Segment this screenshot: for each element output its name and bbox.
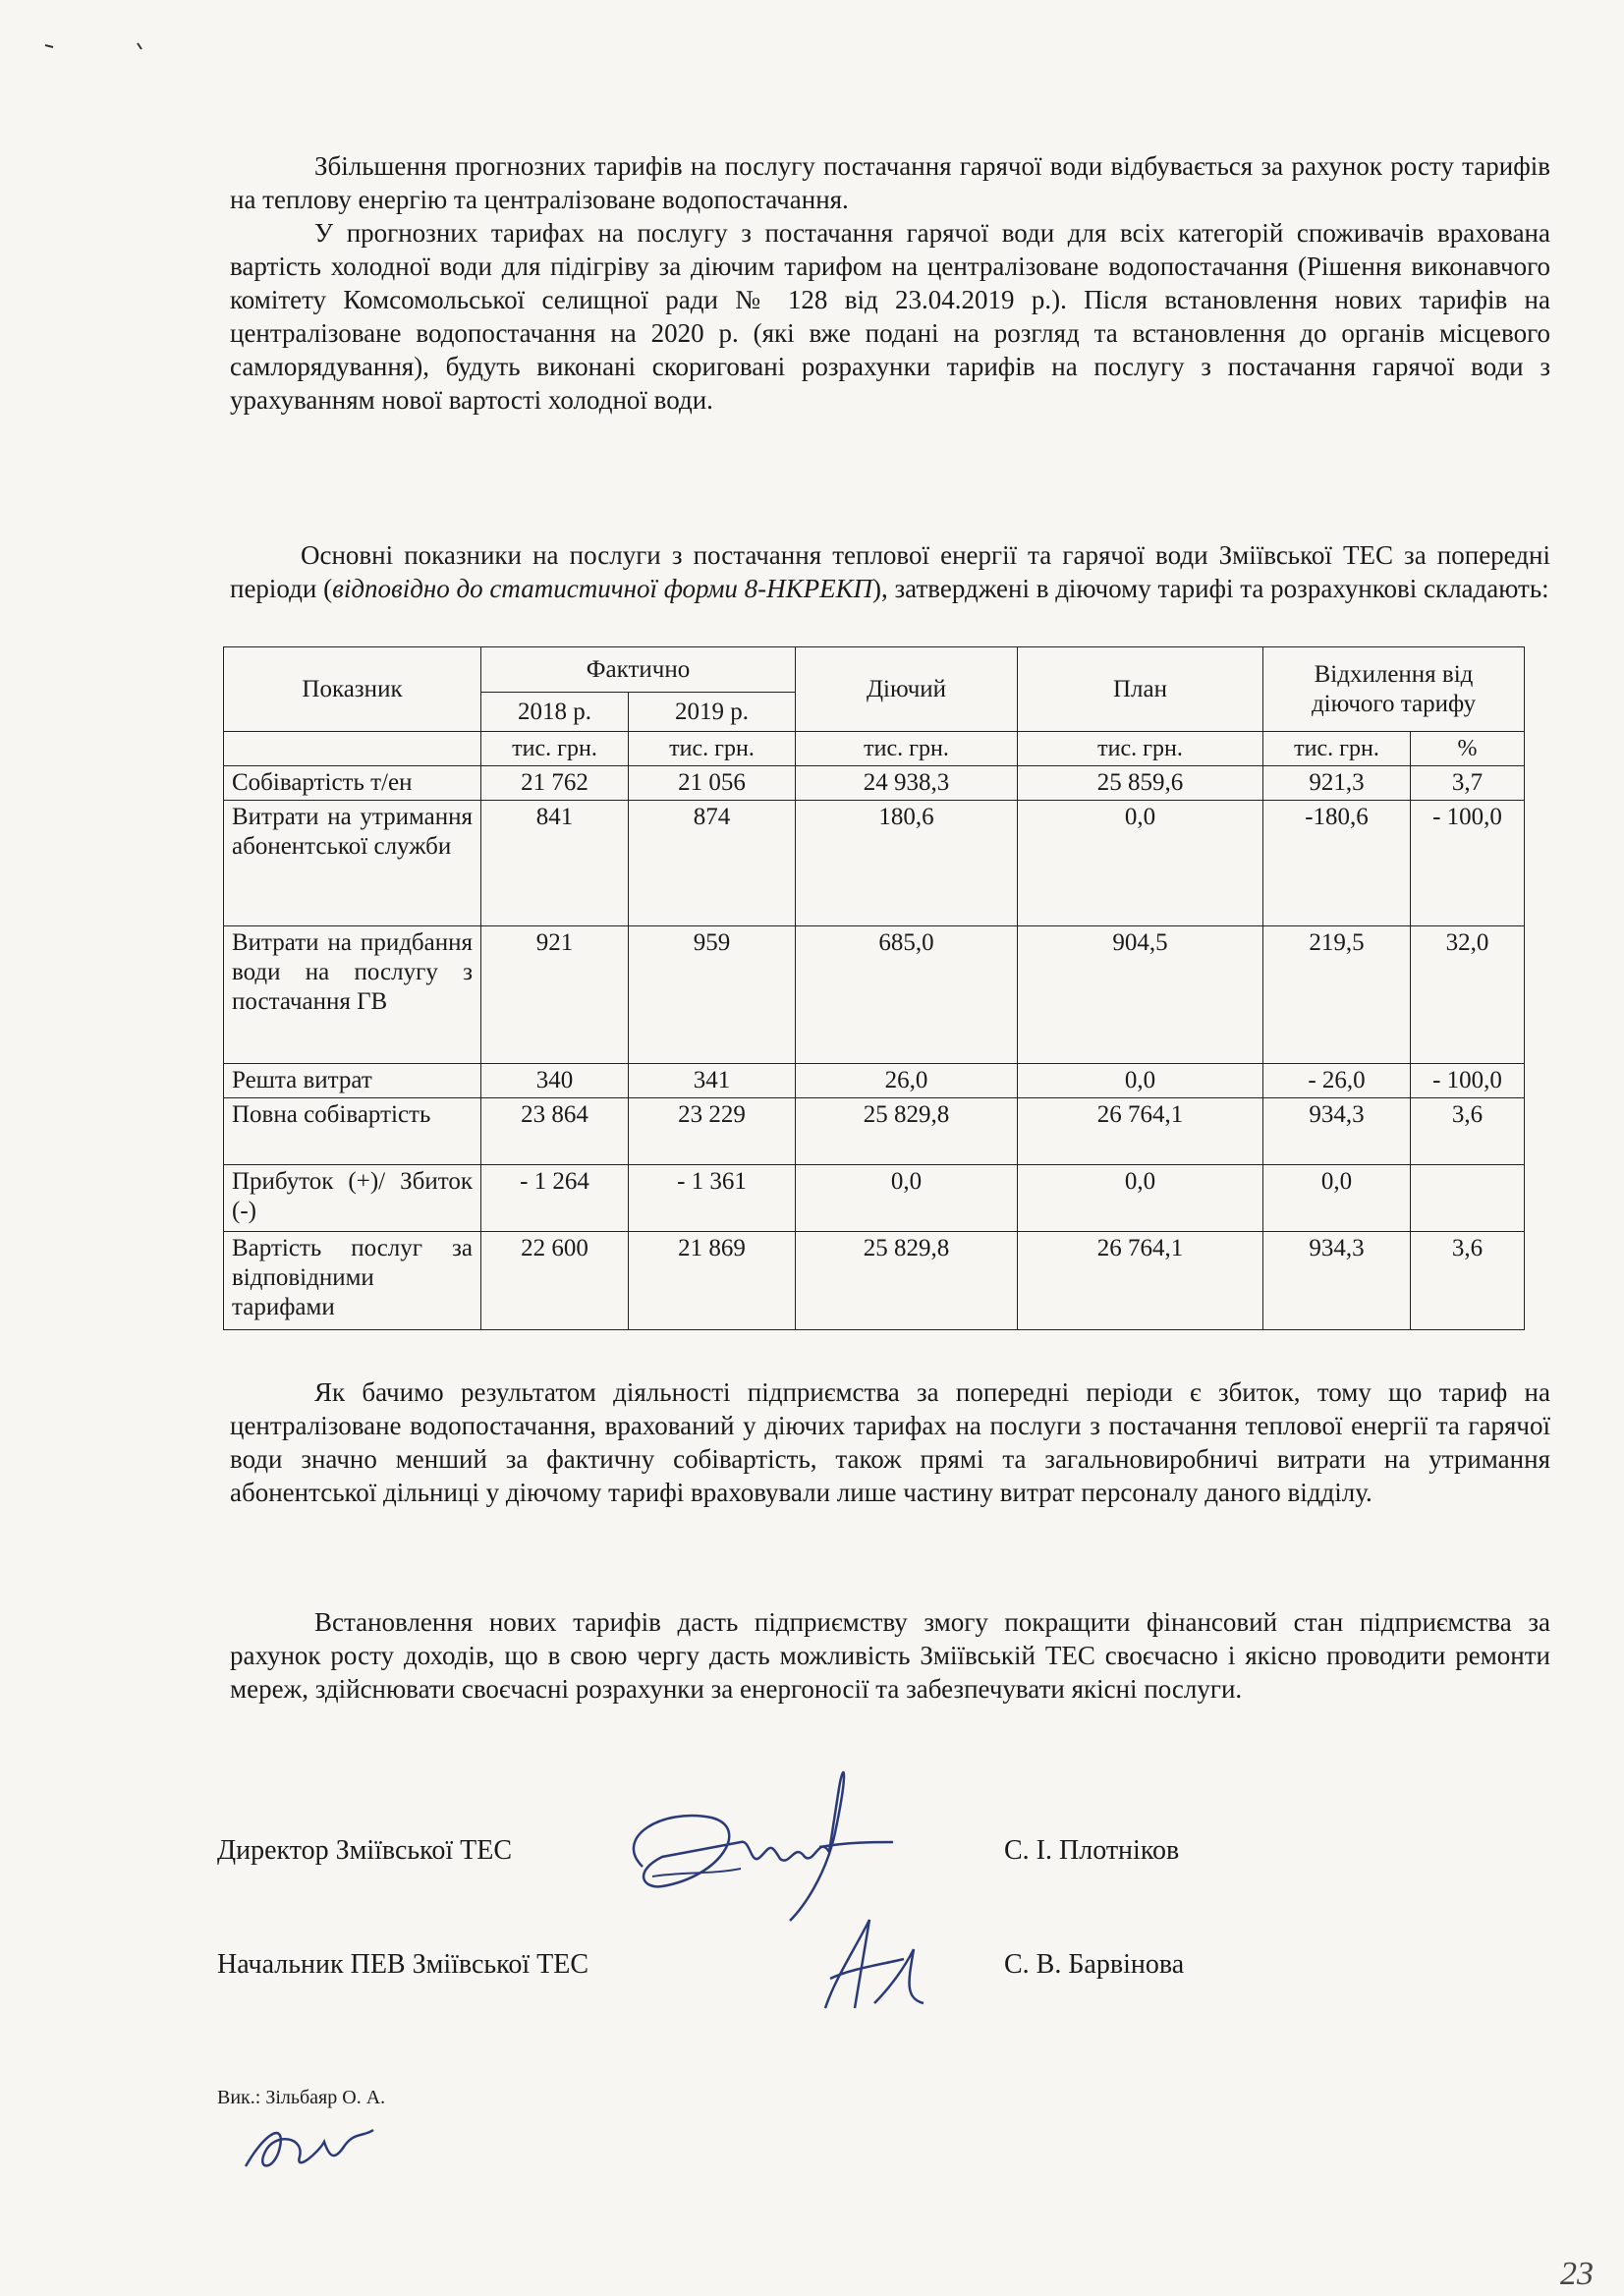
unit-cell: тис. грн.: [1263, 732, 1411, 766]
form-reference: відповідно до статистичної форми 8-НКРЕКП: [332, 574, 873, 603]
cell-deviation-abs: 219,5: [1263, 926, 1411, 1064]
cell-current: 25 829,8: [796, 1098, 1018, 1165]
page-number: 23: [1560, 2256, 1594, 2292]
row-label: Витрати на придбання води на послугу з постачання ГВ: [224, 926, 481, 1064]
header-actual: Фактично: [481, 647, 796, 693]
table-row: [224, 801, 1525, 926]
paragraph-new-tariffs: Встановлення нових тарифів дасть підприємству змогу покращити фінансовий стан підприємства за рахунок росту доходів, що в свою чергу дасть можливість Зміївській ТЕС своєчасно і якісно проводити ремонти мереж, здійснювати своєчасні розрахунки за енергоносії та забезпечувати якісні послуги.: [230, 1607, 1550, 1704]
row-label: Собівартість т/ен: [224, 766, 481, 801]
paragraph-tariff-increase: Збільшення прогнозних тарифів на послугу постачання гарячої води відбувається за рахунок росту тарифів на теплову енергію та централізоване водопостачання.: [230, 151, 1550, 214]
cell-current: 180,6: [796, 801, 1018, 926]
paragraph-cold-water: У прогнозних тарифах на послугу з постачання гарячої води для всіх категорій споживачів врахована вартість холодної води для підігріву за діючим тарифом на централізоване водопостачання (Рішення виконавчого комітету Комсомольської селищної ради № 128 від 23.04.2019 р.). Після встановлення нових тарифів на централізоване водопостачання на 2020 р. (які вже подані на розгляд та встановлення до органів місцевого самлорядування), будуть виконані скориговані розрахунки тарифів на послугу з постачання гарячої води з урахуванням нової вартості холодної води.: [230, 218, 1550, 415]
director-title: Директор Зміївської ТЕС: [217, 1835, 513, 1866]
cell-current: 25 829,8: [796, 1232, 1018, 1330]
cell-2018: 22 600: [481, 1232, 629, 1330]
row-label: Повна собівартість: [224, 1098, 481, 1165]
table-row: [224, 926, 1525, 1064]
cell-current: 0,0: [796, 1165, 1018, 1232]
unit-cell: тис. грн.: [1018, 732, 1263, 766]
cell-plan: 26 764,1: [1018, 1098, 1263, 1165]
director-name: С. І. Плотніков: [1004, 1835, 1180, 1866]
header-indicator: Показник: [224, 647, 481, 732]
cell-deviation-pct: 32,0: [1411, 926, 1525, 1064]
cell-deviation-abs: -180,6: [1263, 801, 1411, 926]
unit-cell: %: [1411, 732, 1525, 766]
cell-2018: 841: [481, 801, 629, 926]
cell-current: 26,0: [796, 1064, 1018, 1098]
table-header-row: [224, 647, 1525, 693]
cell-2019: 959: [629, 926, 796, 1064]
cell-deviation-pct: 3,6: [1411, 1098, 1525, 1165]
director-signature-icon: [603, 1749, 898, 1926]
cell-plan: 0,0: [1018, 1165, 1263, 1232]
cell-plan: 26 764,1: [1018, 1232, 1263, 1330]
unit-cell: тис. грн.: [629, 732, 796, 766]
indicators-table: [223, 646, 1525, 1330]
unit-cell: тис. грн.: [796, 732, 1018, 766]
header-2019: 2019 р.: [629, 693, 796, 732]
cell-deviation-abs: 0,0: [1263, 1165, 1411, 1232]
table-row: [224, 1098, 1525, 1165]
chief-signature-icon: [815, 1910, 933, 2018]
cell-2019: - 1 361: [629, 1165, 796, 1232]
cell-2018: - 1 264: [481, 1165, 629, 1232]
cell-deviation-abs: 934,3: [1263, 1098, 1411, 1165]
cell-2019: 874: [629, 801, 796, 926]
scan-speck-icon: [39, 37, 157, 57]
cell-current: 24 938,3: [796, 766, 1018, 801]
cell-2019: 23 229: [629, 1098, 796, 1165]
header-current: Діючий: [796, 647, 1018, 732]
paragraph-conclusion: Як бачимо результатом діяльності підприємства за попередні періоди є збиток, тому що тариф на централізоване водопостачання, врахований у діючих тарифах на послуги з постачання теплової енергії та гарячої води значно менший за фактичну собівартість, також прямі та загальновиробничі витрати на утримання абонентської дільниці у діючому тарифі враховували лише частину витрат персоналу даного відділу.: [230, 1377, 1550, 1507]
cell-plan: 0,0: [1018, 801, 1263, 926]
cell-plan: 904,5: [1018, 926, 1263, 1064]
chief-title: Начальник ПЕВ Зміївської ТЕС: [217, 1949, 588, 1980]
cell-plan: 0,0: [1018, 1064, 1263, 1098]
row-label: Витрати на утримання абонентської служби: [224, 801, 481, 926]
cell-deviation-pct: [1411, 1165, 1525, 1232]
cell-current: 685,0: [796, 926, 1018, 1064]
table-row: [224, 1232, 1525, 1330]
cell-2018: 340: [481, 1064, 629, 1098]
executor-label: Вик.: Зільбаяр О. А.: [217, 2087, 386, 2108]
row-label: Решта витрат: [224, 1064, 481, 1098]
table-row: [224, 1064, 1525, 1098]
header-deviation: Відхилення від діючого тарифу: [1263, 647, 1525, 732]
chief-name: С. В. Барвінова: [1004, 1949, 1185, 1980]
cell-2019: 21 869: [629, 1232, 796, 1330]
table-row: [224, 766, 1525, 801]
cell-deviation-abs: 921,3: [1263, 766, 1411, 801]
cell-deviation-pct: - 100,0: [1411, 1064, 1525, 1098]
executor-signature-icon: [236, 2112, 383, 2181]
cell-deviation-pct: 3,7: [1411, 766, 1525, 801]
cell-deviation-pct: 3,6: [1411, 1232, 1525, 1330]
cell-2019: 21 056: [629, 766, 796, 801]
table-units-row: [224, 732, 1525, 766]
cell-deviation-abs: 934,3: [1263, 1232, 1411, 1330]
cell-2018: 921: [481, 926, 629, 1064]
cell-2019: 341: [629, 1064, 796, 1098]
row-label: Вартість послуг за відповідними тарифами: [224, 1232, 481, 1330]
table-row: [224, 1165, 1525, 1232]
cell-2018: 23 864: [481, 1098, 629, 1165]
paragraph-indicators-intro: Основні показники на послуги з постачання теплової енергії та гарячої води Зміївської ТЕС за попередні періоди (відповідно до статистичної форми 8-НКРЕКП), затверджені в діючому тарифі та розрахункові складають:: [230, 540, 1550, 603]
cell-deviation-abs: - 26,0: [1263, 1064, 1411, 1098]
header-2018: 2018 р.: [481, 693, 629, 732]
cell-plan: 25 859,6: [1018, 766, 1263, 801]
unit-cell: тис. грн.: [481, 732, 629, 766]
cell-deviation-pct: - 100,0: [1411, 801, 1525, 926]
row-label: Прибуток (+)/ Збиток (-): [224, 1165, 481, 1232]
cell-2018: 21 762: [481, 766, 629, 801]
units-empty: [224, 732, 481, 766]
header-plan: План: [1018, 647, 1263, 732]
